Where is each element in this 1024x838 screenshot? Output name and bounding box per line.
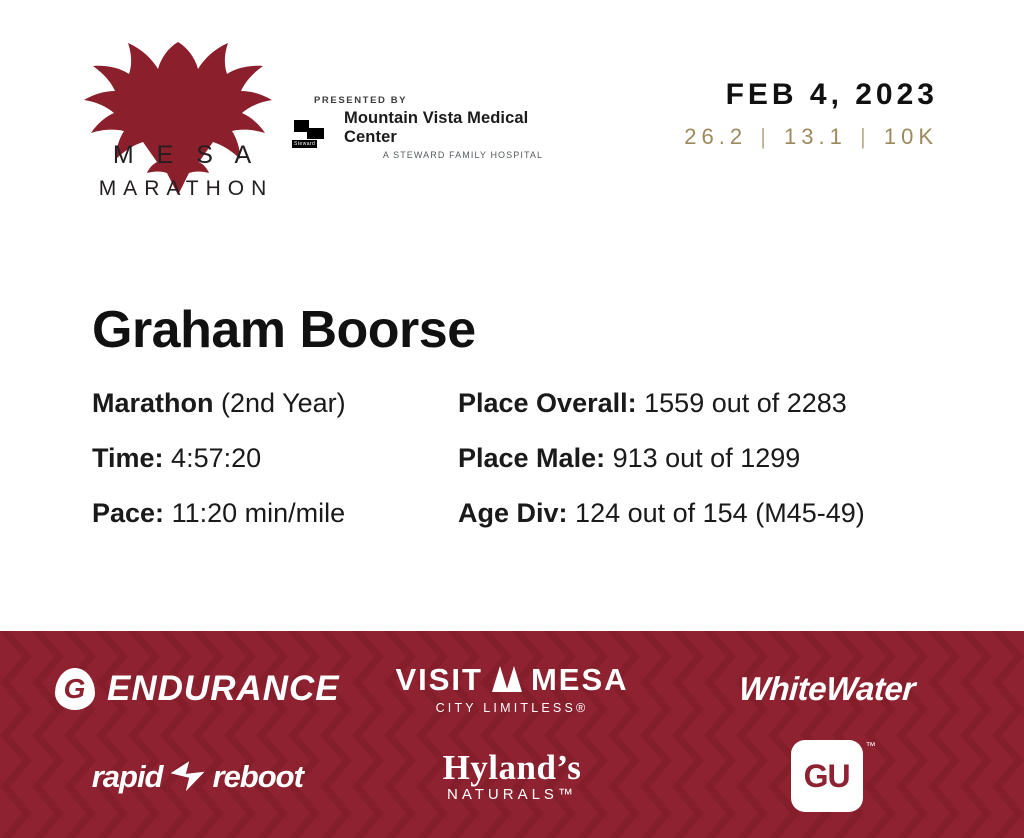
header — [0, 0, 1024, 240]
gatorade-bolt-icon — [55, 668, 95, 710]
event-distances — [684, 124, 938, 150]
presenting-sponsor-subtitle: A STEWARD FAMILY HOSPITAL — [382, 149, 544, 160]
presented-by-block — [292, 95, 582, 160]
sponsor-logos — [0, 631, 1024, 838]
sponsor-visit-mesa-label-2: MESA — [530, 661, 629, 697]
sponsor-gu-label: GU — [803, 758, 850, 795]
sponsor-hylands — [443, 750, 582, 802]
stat-place-male-label: Place Male: — [458, 443, 606, 473]
sponsor-hylands-label: Hyland’s — [442, 748, 582, 788]
distance-10k: 10K — [883, 124, 938, 149]
event-info — [684, 78, 938, 150]
sponsor-visit-mesa — [395, 661, 629, 715]
stat-place-overall-value: 1559 out of 2283 — [644, 388, 847, 418]
sponsor-rapid-reboot-label-2: reboot — [212, 758, 303, 794]
stat-age-div-value: 124 out of 154 (M45-49) — [575, 498, 865, 528]
stat-place-male-value: 913 out of 1299 — [612, 443, 801, 473]
stat-place-overall — [458, 388, 1024, 419]
stat-age-div-label: Age Div: — [458, 498, 568, 528]
logo-wordmark — [86, 138, 286, 206]
logo-line-2: MARATHON — [98, 177, 274, 200]
presented-by-label: PRESENTED BY — [314, 95, 408, 106]
sponsor-rapid-reboot-label-1: rapid — [91, 758, 163, 794]
stat-event-label: Marathon — [92, 388, 214, 418]
result-body — [0, 240, 1024, 631]
stat-pace-value: 11:20 min/mile — [171, 498, 346, 528]
distance-marathon: 26.2 — [684, 124, 748, 149]
stat-pace-label: Pace: — [92, 498, 165, 528]
distance-separator-2: | — [860, 124, 871, 149]
sponsor-gu — [791, 740, 875, 812]
distance-separator-1: | — [760, 124, 771, 149]
stat-place-overall-label: Place Overall: — [458, 388, 637, 418]
logo-line-1: M E S A — [112, 141, 260, 169]
stats-grid — [92, 388, 1024, 529]
presenting-sponsor-name: Mountain Vista Medical Center — [344, 109, 529, 146]
sponsor-hylands-sub: NATURALS™ — [447, 786, 577, 804]
sponsor-visit-mesa-tagline: CITY LIMITLESS® — [435, 700, 589, 715]
stat-event-value: (2nd Year) — [221, 388, 346, 418]
stat-time-value: 4:57:20 — [171, 443, 262, 473]
steward-mark-icon — [292, 120, 338, 150]
sponsor-footer — [0, 631, 1024, 838]
stat-time-label: Time: — [92, 443, 164, 473]
mountain-icon — [492, 666, 522, 692]
runner-name: Graham Boorse — [92, 301, 476, 359]
sponsor-whitewater-label: WhiteWater — [737, 670, 916, 708]
steward-mark-caption: Steward — [294, 140, 316, 147]
sponsor-rapid-reboot — [91, 758, 303, 794]
stat-time — [92, 443, 458, 474]
sponsor-whitewater — [737, 670, 916, 708]
rapid-reboot-mark-icon — [171, 761, 205, 791]
sponsor-visit-mesa-label-1: VISIT — [395, 661, 483, 697]
event-date: FEB 4, 2023 — [725, 78, 938, 111]
stat-age-div — [458, 498, 1024, 529]
mesa-marathon-logo — [78, 30, 288, 230]
stat-place-male — [458, 443, 1024, 474]
sponsor-gatorade-endurance — [55, 668, 340, 710]
stat-pace — [92, 498, 458, 529]
sponsor-gu-trademark: ™ — [865, 741, 875, 753]
distance-half: 13.1 — [784, 124, 847, 149]
sponsor-gatorade-label: ENDURANCE — [107, 669, 340, 709]
stat-event — [92, 388, 458, 419]
